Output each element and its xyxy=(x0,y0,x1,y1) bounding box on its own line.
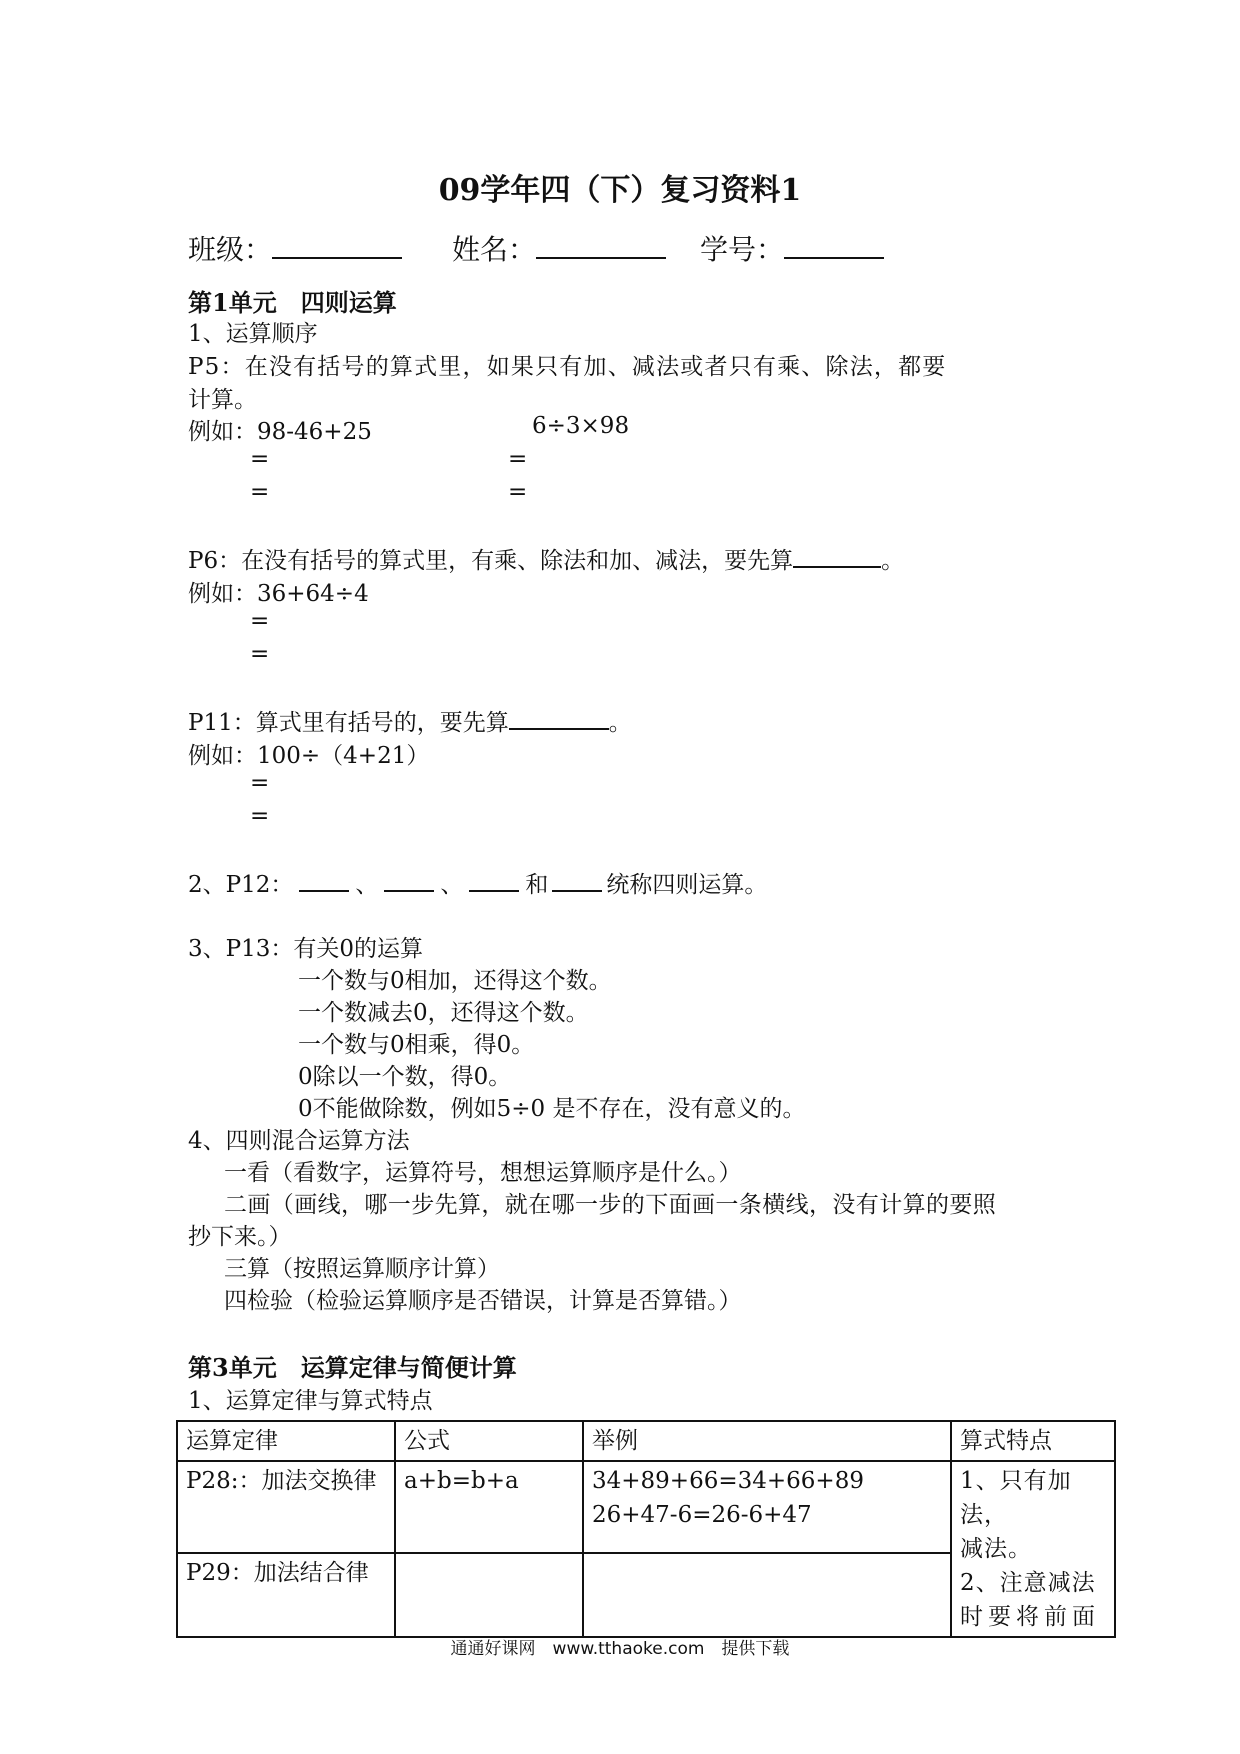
example-cell xyxy=(583,1553,951,1637)
unit1-heading: 第1单元 四则运算 xyxy=(188,288,397,317)
p12-blank-2 xyxy=(384,868,434,892)
p11-end: 。 xyxy=(608,710,632,736)
order-title: 1、运算顺序 xyxy=(188,321,318,347)
page-footer: 通通好课网 www.tthaoke.com 提供下载 xyxy=(450,1639,790,1659)
example2-equals-2: = xyxy=(250,641,270,667)
example2-equals-1: = xyxy=(250,608,270,634)
method-step-3: 三算（按照运算顺序计算） xyxy=(224,1256,500,1282)
p11-blank xyxy=(509,706,609,730)
p6-blank xyxy=(793,544,881,568)
header-law: 运算定律 xyxy=(177,1421,395,1461)
example-line-2: 26+47-6=26-6+47 xyxy=(592,1502,812,1528)
method-step-4: 四检验（检验运算顺序是否错误，计算是否算错。） xyxy=(224,1288,742,1314)
zero-rule-3: 一个数与0相乘，得0。 xyxy=(298,1032,535,1058)
p12-blank-1 xyxy=(299,868,349,892)
example1-expr-a: 98-46+25 xyxy=(257,419,372,445)
p12-sep-2: 、 xyxy=(440,872,464,898)
p6-end: 。 xyxy=(881,548,905,574)
name-field xyxy=(452,228,666,268)
table-row xyxy=(177,1461,1115,1553)
number-label: 学号： xyxy=(700,233,785,266)
law-cell: P28:：加法交换律 xyxy=(177,1461,395,1553)
p12-sep-1: 、 xyxy=(355,872,379,898)
example1a-equals-1: = xyxy=(250,446,270,472)
feature-line-1: 1、只有加法， xyxy=(960,1468,1072,1528)
page-title: 09学年四（下）复习资料1 xyxy=(438,173,802,208)
p12-blank-3 xyxy=(469,868,519,892)
example3: 例如：100÷（4+21） xyxy=(188,743,430,769)
formula-cell xyxy=(395,1553,583,1637)
p11-text: P11：算式里有括号的，要先算 xyxy=(188,710,509,736)
formula-cell: a+b=b+a xyxy=(395,1461,583,1553)
p5-line2: 计算。 xyxy=(188,387,257,413)
example1a-equals-2: = xyxy=(250,479,270,505)
example1b-equals-1: = xyxy=(508,446,528,472)
zero-rule-1: 一个数与0相加，还得这个数。 xyxy=(298,968,612,994)
example2: 例如：36+64÷4 xyxy=(188,581,369,607)
zero-rule-5: 0不能做除数，例如5÷0 是不存在，没有意义的。 xyxy=(298,1096,806,1122)
p12-prefix: 2、P12： xyxy=(188,872,294,898)
method-step-1: 一看（看数字，运算符号，想想运算顺序是什么。） xyxy=(224,1160,742,1186)
unit3-heading: 第3单元 运算定律与简便计算 xyxy=(188,1353,517,1382)
class-blank xyxy=(272,231,402,259)
feature-line-2: 减法。 xyxy=(960,1536,1032,1562)
mixed-ops-title: 4、四则混合运算方法 xyxy=(188,1128,410,1154)
table-header-row xyxy=(177,1421,1115,1461)
zero-rule-4: 0除以一个数，得0。 xyxy=(298,1064,512,1090)
example-cell xyxy=(583,1461,951,1553)
example1b-equals-2: = xyxy=(508,479,528,505)
example-line-1: 34+89+66=34+66+89 xyxy=(592,1468,864,1494)
class-field xyxy=(188,228,402,268)
name-label: 姓名： xyxy=(452,233,537,266)
header-feature: 算式特点 xyxy=(951,1421,1115,1461)
method-step-2-line2: 抄下来。） xyxy=(188,1224,292,1250)
laws-table xyxy=(176,1420,1116,1638)
example1-expr-b: 6÷3×98 xyxy=(532,413,630,439)
p12-and: 和 xyxy=(525,872,549,898)
p5-line1: P5：在没有括号的算式里，如果只有加、减法或者只有乘、除法，都要 xyxy=(188,354,947,380)
zero-rule-2: 一个数减去0，还得这个数。 xyxy=(298,1000,589,1026)
example1 xyxy=(188,413,372,446)
p6-text: P6：在没有括号的算式里，有乘、除法和加、减法，要先算 xyxy=(188,548,794,574)
laws-title: 1、运算定律与算式特点 xyxy=(188,1388,433,1414)
law-cell: P29：加法结合律 xyxy=(177,1553,395,1637)
name-blank xyxy=(536,231,666,259)
feature-line-3: 2、注意减法 xyxy=(960,1570,1096,1596)
example3-equals-2: = xyxy=(250,803,270,829)
example1-label: 例如： xyxy=(188,419,257,445)
feature-line-4: 时要将前面 xyxy=(960,1604,1100,1630)
number-field xyxy=(700,228,884,268)
feature-cell xyxy=(951,1461,1115,1637)
header-example: 举例 xyxy=(583,1421,951,1461)
p11-rule xyxy=(188,704,632,737)
method-step-2-line1: 二画（画线，哪一步先算，就在哪一步的下面画一条横线，没有计算的要照 xyxy=(224,1192,997,1218)
p12-fill-in xyxy=(188,866,767,899)
zero-rules-title: 3、P13：有关0的运算 xyxy=(188,936,424,962)
class-label: 班级： xyxy=(188,233,273,266)
example3-equals-1: = xyxy=(250,770,270,796)
p12-blank-4 xyxy=(552,868,602,892)
p6-rule xyxy=(188,542,904,575)
p12-suffix: 统称四则运算。 xyxy=(606,872,768,898)
number-blank xyxy=(784,231,884,259)
header-formula: 公式 xyxy=(395,1421,583,1461)
